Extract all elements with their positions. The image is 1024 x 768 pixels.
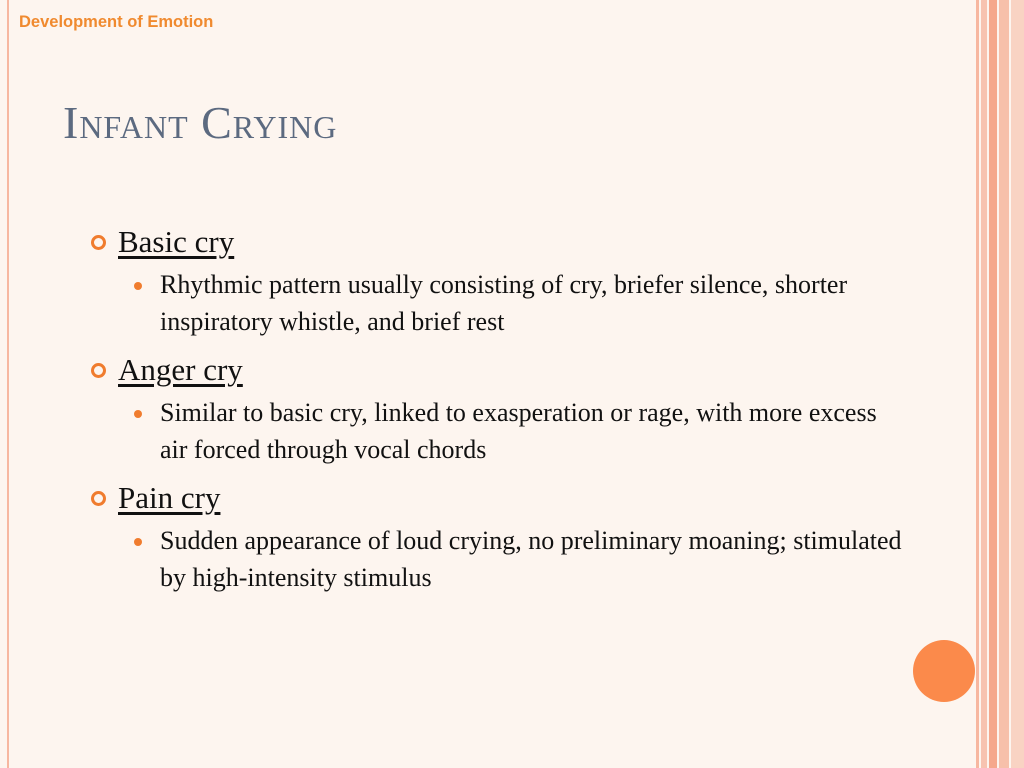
bullet-label: Pain cry	[118, 480, 221, 515]
sub-bullet-item	[88, 394, 908, 468]
sub-bullet-item	[88, 522, 908, 596]
right-decor-band	[989, 0, 997, 768]
dot-bullet-icon	[134, 538, 142, 546]
sub-bullet-item	[88, 266, 908, 340]
bullet-item	[88, 222, 908, 262]
right-decor-band	[999, 0, 1009, 768]
left-border-line	[7, 0, 9, 768]
ring-bullet-icon	[91, 363, 106, 378]
sub-bullet-text: Rhythmic pattern usually consisting of cry, briefer silence, shorter inspiratory whistle, and brief rest	[160, 270, 848, 336]
section-header: Development of Emotion	[19, 13, 214, 31]
dot-bullet-icon	[134, 410, 142, 418]
right-decor-band	[1011, 0, 1024, 768]
bullet-label: Anger cry	[118, 352, 243, 387]
dot-bullet-icon	[134, 282, 142, 290]
bullet-item	[88, 478, 908, 518]
right-decor-band	[976, 0, 979, 768]
bullet-list	[88, 222, 908, 596]
bullet-item	[88, 350, 908, 390]
sub-bullet-text: Sudden appearance of loud crying, no preliminary moaning; stimulated by high-intensity stimulus	[160, 526, 902, 592]
sub-bullet-text: Similar to basic cry, linked to exasperation or rage, with more excess air forced through vocal chords	[160, 398, 877, 464]
decorative-circle	[913, 640, 975, 702]
right-decor-band	[981, 0, 987, 768]
bullet-label: Basic cry	[118, 224, 235, 259]
ring-bullet-icon	[91, 491, 106, 506]
ring-bullet-icon	[91, 235, 106, 250]
slide-title: Infant Crying	[63, 97, 338, 148]
